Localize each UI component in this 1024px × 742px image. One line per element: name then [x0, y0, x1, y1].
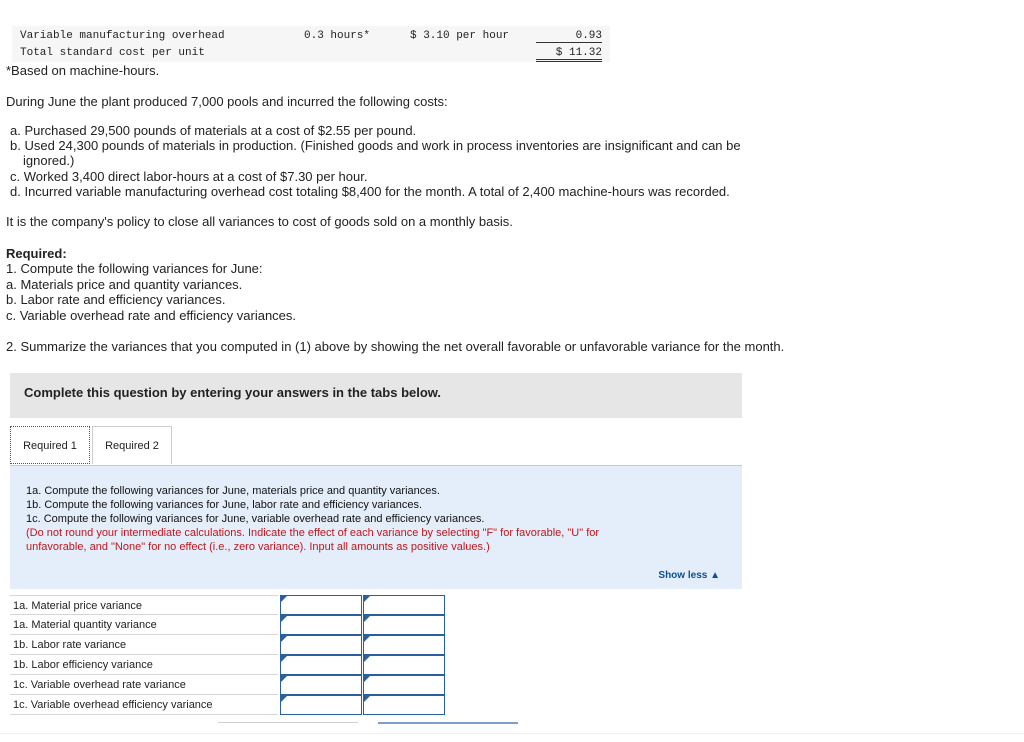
input-marker-icon [281, 636, 287, 642]
required-2-text: 2. Summarize the variances that you computed in (1) above by showing the net overall favorable or unfavorable variance for the month. [6, 339, 785, 354]
question-line: 1c. Compute the following variances for June, variable overhead rate and efficiency variances. [26, 513, 485, 525]
show-less-label: Show less [658, 570, 708, 581]
input-marker-icon [364, 636, 370, 642]
amount-input[interactable] [280, 635, 362, 655]
required-line: b. Labor rate and efficiency variances. [6, 292, 226, 307]
required-line: 1. Compute the following variances for June: [6, 261, 263, 276]
cost-amount: $ 11.32 [536, 47, 602, 62]
required-line: a. Materials price and quantity variances. [6, 277, 243, 292]
input-marker-icon [364, 676, 370, 682]
footnote: *Based on machine-hours. [6, 63, 160, 78]
input-marker-icon [281, 656, 287, 662]
problem-item-b: b. Used 24,300 pounds of materials in production. (Finished goods and work in process inventories are insignificant and can be [10, 138, 741, 153]
amount-input[interactable] [280, 595, 362, 615]
problem-intro: During June the plant produced 7,000 pools and incurred the following costs: [6, 94, 448, 109]
amount-input[interactable] [280, 655, 362, 675]
tab-label: Required 2 [105, 440, 159, 452]
row-label: 1c. Variable overhead rate variance [10, 675, 278, 695]
input-marker-icon [364, 616, 370, 622]
show-less-link[interactable] [658, 570, 720, 581]
effect-select[interactable] [363, 595, 445, 615]
effect-select[interactable] [363, 635, 445, 655]
input-marker-icon [281, 696, 287, 702]
input-marker-icon [364, 696, 370, 702]
question-panel [10, 466, 742, 589]
cost-label: Variable manufacturing overhead [20, 30, 225, 42]
input-marker-icon [281, 596, 287, 602]
problem-item-d: d. Incurred variable manufacturing overhead cost totaling $8,400 for the month. A total of 2,400 machine-hours was recorded. [10, 184, 730, 199]
question-line: 1b. Compute the following variances for June, labor rate and efficiency variances. [26, 499, 423, 511]
problem-item-b-cont: ignored.) [23, 153, 75, 168]
table-row [12, 27, 610, 44]
problem-item-a: a. Purchased 29,500 pounds of materials at a cost of $2.55 per pound. [10, 123, 417, 138]
instructions-text: (Do not round your intermediate calculations. Indicate the effect of each variance by selecting "F" for favorable, "U" for [26, 527, 600, 539]
input-marker-icon [364, 656, 370, 662]
banner-text: Complete this question by entering your answers in the tabs below. [24, 385, 442, 400]
row-label: 1c. Variable overhead efficiency variance [10, 695, 278, 715]
tab-required-1[interactable] [10, 426, 90, 464]
input-marker-icon [364, 596, 370, 602]
amount-input[interactable] [280, 615, 362, 635]
question-line: 1a. Compute the following variances for June, materials price and quantity variances. [26, 485, 440, 497]
cost-quantity: 0.3 hours* [304, 30, 371, 42]
tab-label: Required 1 [23, 440, 77, 452]
instructions-text: unfavorable, and "None" for no effect (i.e., zero variance). Input all amounts as positive values.) [26, 541, 490, 553]
divider [378, 722, 518, 724]
row-label: 1a. Material price variance [10, 595, 278, 615]
amount-input[interactable] [280, 675, 362, 695]
divider [218, 722, 358, 723]
standard-cost-table [12, 26, 610, 62]
cost-price: $ 3.10 per hour [410, 30, 510, 42]
triangle-up-icon: ▲ [710, 570, 720, 581]
required-line: c. Variable overhead rate and efficiency variances. [6, 308, 297, 323]
effect-select[interactable] [363, 615, 445, 635]
cost-label: Total standard cost per unit [20, 47, 205, 59]
effect-select[interactable] [363, 675, 445, 695]
problem-item-c: c. Worked 3,400 direct labor-hours at a cost of $7.30 per hour. [10, 169, 368, 184]
row-label: 1b. Labor efficiency variance [10, 655, 278, 675]
input-marker-icon [281, 676, 287, 682]
effect-select[interactable] [363, 655, 445, 675]
cost-amount: 0.93 [536, 30, 602, 43]
divider [0, 733, 1024, 734]
amount-input[interactable] [280, 695, 362, 715]
row-label: 1a. Material quantity variance [10, 615, 278, 635]
tab-required-2[interactable] [92, 426, 172, 464]
input-marker-icon [281, 616, 287, 622]
effect-select[interactable] [363, 695, 445, 715]
required-heading: Required: [6, 246, 67, 261]
policy-text: It is the company's policy to close all variances to cost of goods sold on a monthly basis. [6, 214, 513, 229]
instructions-banner [10, 373, 742, 418]
table-row [12, 44, 610, 61]
row-label: 1b. Labor rate variance [10, 635, 278, 655]
